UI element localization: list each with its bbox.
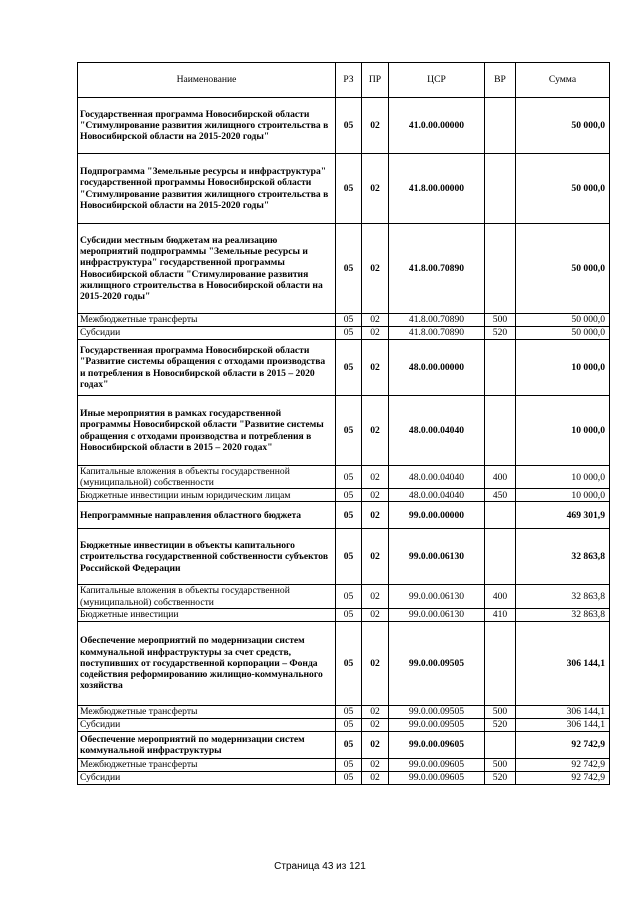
cell-vr	[485, 340, 516, 396]
cell-name: Межбюджетные трансферты	[78, 758, 336, 771]
cell-pr: 02	[362, 154, 389, 224]
page-number: Страница 43 из 121	[274, 861, 366, 872]
cell-rz: 05	[336, 529, 362, 585]
cell-sum: 10 000,0	[516, 466, 610, 489]
cell-csr: 99.0.00.06130	[389, 585, 485, 608]
cell-vr	[485, 621, 516, 705]
cell-name: Капитальные вложения в объекты государственной (муниципальной) собственности	[78, 585, 336, 608]
cell-rz: 05	[336, 585, 362, 608]
table-row	[78, 608, 610, 621]
cell-rz: 05	[336, 98, 362, 154]
cell-csr: 99.0.00.09605	[389, 771, 485, 784]
table-row	[78, 466, 610, 489]
cell-pr: 02	[362, 314, 389, 327]
cell-sum: 32 863,8	[516, 608, 610, 621]
table-header-row	[78, 63, 610, 98]
cell-csr: 99.0.00.06130	[389, 608, 485, 621]
cell-sum: 32 863,8	[516, 529, 610, 585]
cell-pr: 02	[362, 327, 389, 340]
cell-vr	[485, 154, 516, 224]
cell-sum: 306 144,1	[516, 705, 610, 718]
cell-name: Субсидии	[78, 327, 336, 340]
cell-name: Субсидии	[78, 771, 336, 784]
cell-name: Капитальные вложения в объекты государственной (муниципальной) собственности	[78, 466, 336, 489]
cell-name: Государственная программа Новосибирской области "Развитие системы обращения с отходами производства и потребления в Новосибирской области в 2015 – 2020 годах"	[78, 340, 336, 396]
cell-name: Иные мероприятия в рамках государственной программы Новосибирской области "Развитие системы обращения с отходами производства и потребления в Новосибирской области в 2015 – 2020 годах"	[78, 396, 336, 466]
cell-rz: 05	[336, 340, 362, 396]
cell-vr	[485, 224, 516, 314]
cell-csr: 99.0.00.09505	[389, 621, 485, 705]
budget-table	[77, 62, 610, 785]
cell-name: Бюджетные инвестиции иным юридическим лицам	[78, 489, 336, 502]
cell-sum: 50 000,0	[516, 327, 610, 340]
cell-name: Непрограммные направления областного бюджета	[78, 502, 336, 529]
cell-sum: 306 144,1	[516, 621, 610, 705]
cell-rz: 05	[336, 327, 362, 340]
cell-sum: 50 000,0	[516, 154, 610, 224]
table-row	[78, 489, 610, 502]
cell-rz: 05	[336, 705, 362, 718]
cell-vr	[485, 529, 516, 585]
cell-sum: 50 000,0	[516, 224, 610, 314]
cell-name: Подпрограмма "Земельные ресурсы и инфраструктура" государственной программы Новосибирской области "Стимулирование развития жилищного строительства в Новосибирской области на 2015-2020 годы"	[78, 154, 336, 224]
table-row	[78, 396, 610, 466]
cell-sum: 10 000,0	[516, 340, 610, 396]
cell-pr: 02	[362, 224, 389, 314]
cell-vr	[485, 502, 516, 529]
cell-vr: 520	[485, 327, 516, 340]
cell-pr: 02	[362, 705, 389, 718]
header-csr: ЦСР	[389, 63, 485, 98]
cell-rz: 05	[336, 731, 362, 758]
cell-sum: 92 742,9	[516, 758, 610, 771]
cell-pr: 02	[362, 771, 389, 784]
cell-rz: 05	[336, 154, 362, 224]
cell-sum: 306 144,1	[516, 718, 610, 731]
cell-csr: 99.0.00.09605	[389, 758, 485, 771]
cell-vr: 520	[485, 771, 516, 784]
table-row	[78, 340, 610, 396]
cell-rz: 05	[336, 466, 362, 489]
cell-pr: 02	[362, 502, 389, 529]
cell-rz: 05	[336, 224, 362, 314]
cell-rz: 05	[336, 396, 362, 466]
cell-pr: 02	[362, 340, 389, 396]
header-vr: ВР	[485, 63, 516, 98]
table-row	[78, 705, 610, 718]
cell-sum: 10 000,0	[516, 489, 610, 502]
cell-pr: 02	[362, 529, 389, 585]
cell-pr: 02	[362, 466, 389, 489]
table-row	[78, 621, 610, 705]
cell-name: Бюджетные инвестиции в объекты капитального строительства государственной собственности субъектов Российской Федерации	[78, 529, 336, 585]
cell-rz: 05	[336, 608, 362, 621]
table-row	[78, 529, 610, 585]
cell-csr: 99.0.00.09505	[389, 718, 485, 731]
cell-name: Обеспечение мероприятий по модернизации систем коммунальной инфраструктуры за счет средств, поступивших от государственной корпорации – Фонда содействия реформированию жилищно-коммунального хозяйства	[78, 621, 336, 705]
cell-name: Межбюджетные трансферты	[78, 314, 336, 327]
cell-csr: 48.0.00.04040	[389, 489, 485, 502]
cell-rz: 05	[336, 489, 362, 502]
cell-csr: 99.0.00.09505	[389, 705, 485, 718]
cell-rz: 05	[336, 758, 362, 771]
table-row	[78, 314, 610, 327]
cell-pr: 02	[362, 621, 389, 705]
table-row	[78, 502, 610, 529]
table-row	[78, 224, 610, 314]
table-row	[78, 718, 610, 731]
cell-sum: 469 301,9	[516, 502, 610, 529]
cell-sum: 32 863,8	[516, 585, 610, 608]
cell-pr: 02	[362, 758, 389, 771]
cell-sum: 10 000,0	[516, 396, 610, 466]
cell-sum: 92 742,9	[516, 731, 610, 758]
cell-pr: 02	[362, 585, 389, 608]
cell-vr: 500	[485, 314, 516, 327]
cell-csr: 41.8.00.70890	[389, 224, 485, 314]
cell-vr	[485, 731, 516, 758]
cell-pr: 02	[362, 608, 389, 621]
cell-sum: 92 742,9	[516, 771, 610, 784]
cell-sum: 50 000,0	[516, 314, 610, 327]
cell-pr: 02	[362, 731, 389, 758]
cell-name: Государственная программа Новосибирской области "Стимулирование развития жилищного строительства в Новосибирской области на 2015-2020 годы"	[78, 98, 336, 154]
cell-csr: 48.0.00.00000	[389, 340, 485, 396]
cell-rz: 05	[336, 314, 362, 327]
cell-rz: 05	[336, 771, 362, 784]
cell-csr: 99.0.00.06130	[389, 529, 485, 585]
cell-name: Бюджетные инвестиции	[78, 608, 336, 621]
cell-rz: 05	[336, 718, 362, 731]
header-sum: Сумма	[516, 63, 610, 98]
table-row	[78, 98, 610, 154]
cell-name: Межбюджетные трансферты	[78, 705, 336, 718]
cell-pr: 02	[362, 489, 389, 502]
table-row	[78, 154, 610, 224]
cell-name: Субсидии местным бюджетам на реализацию мероприятий подпрограммы "Земельные ресурсы и инфраструктура" государственной программы Новосибирской области "Стимулирование развития жилищного строительства в Новосибирской области на 2015-2020 годы"	[78, 224, 336, 314]
cell-vr: 520	[485, 718, 516, 731]
cell-vr: 500	[485, 758, 516, 771]
cell-vr: 500	[485, 705, 516, 718]
cell-vr: 400	[485, 585, 516, 608]
cell-vr	[485, 98, 516, 154]
cell-pr: 02	[362, 396, 389, 466]
table-body	[78, 98, 610, 785]
header-name: Наименование	[78, 63, 336, 98]
table-row	[78, 327, 610, 340]
cell-sum: 50 000,0	[516, 98, 610, 154]
table-row	[78, 771, 610, 784]
cell-name: Субсидии	[78, 718, 336, 731]
cell-pr: 02	[362, 98, 389, 154]
cell-csr: 48.0.00.04040	[389, 466, 485, 489]
cell-vr: 410	[485, 608, 516, 621]
table-row	[78, 731, 610, 758]
header-rz: РЗ	[336, 63, 362, 98]
cell-rz: 05	[336, 502, 362, 529]
cell-rz: 05	[336, 621, 362, 705]
table-row	[78, 758, 610, 771]
cell-csr: 99.0.00.00000	[389, 502, 485, 529]
cell-csr: 41.0.00.00000	[389, 98, 485, 154]
cell-csr: 41.8.00.70890	[389, 314, 485, 327]
cell-name: Обеспечение мероприятий по модернизации систем коммунальной инфраструктуры	[78, 731, 336, 758]
cell-csr: 41.8.00.70890	[389, 327, 485, 340]
cell-vr	[485, 396, 516, 466]
cell-vr: 450	[485, 489, 516, 502]
cell-csr: 99.0.00.09605	[389, 731, 485, 758]
header-pr: ПР	[362, 63, 389, 98]
cell-pr: 02	[362, 718, 389, 731]
cell-csr: 48.0.00.04040	[389, 396, 485, 466]
table-row	[78, 585, 610, 608]
cell-csr: 41.8.00.00000	[389, 154, 485, 224]
cell-vr: 400	[485, 466, 516, 489]
